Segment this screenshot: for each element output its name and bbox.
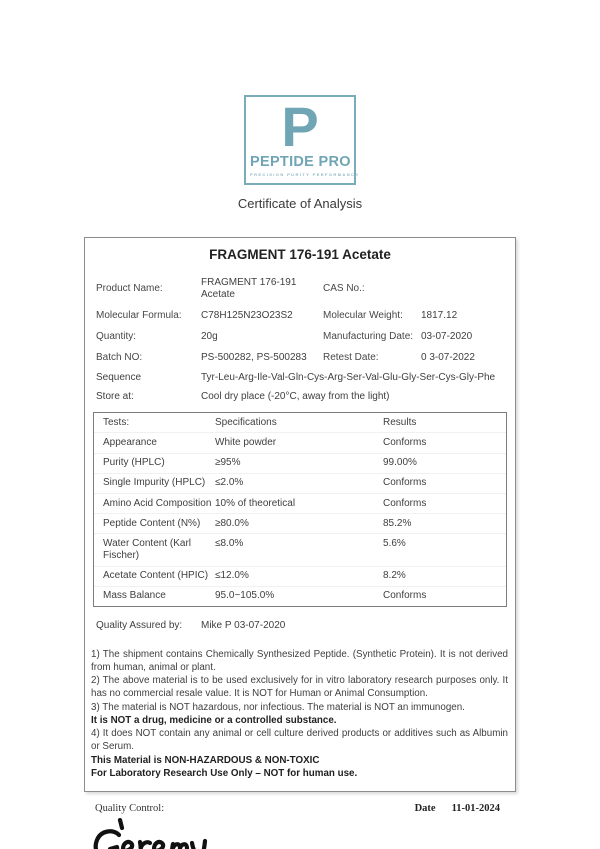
tests-table bbox=[93, 412, 507, 607]
table-row bbox=[94, 567, 506, 587]
test-name: Appearance bbox=[103, 436, 157, 448]
page-title: Certificate of Analysis bbox=[237, 196, 363, 212]
product-name-value: FRAGMENT 176-191 Acetate bbox=[201, 276, 297, 300]
sequence-value: Tyr-Leu-Arg-Ile-Val-Gln-Cys-Arg-Ser-Val-Glu-Gly-Ser-Cys-Gly-Phe bbox=[201, 371, 496, 383]
retest-date-value: 0 3-07-2022 bbox=[421, 351, 475, 363]
test-name: Amino Acid Composition bbox=[103, 497, 212, 509]
test-name: Water Content (Karl Fischer) bbox=[103, 537, 191, 561]
cas-label: CAS No.: bbox=[323, 282, 365, 294]
quantity-label: Quantity: bbox=[96, 330, 137, 342]
table-row bbox=[94, 587, 506, 606]
peptide-pro-logo bbox=[244, 95, 360, 185]
test-spec: ≤8.0% bbox=[215, 537, 244, 549]
test-name: Acetate Content (HPIC) bbox=[103, 570, 209, 582]
product-info-section bbox=[85, 269, 515, 406]
batch-value: PS-500282, PS-500283 bbox=[201, 351, 307, 363]
disclaimer-notes bbox=[85, 639, 515, 790]
date-group bbox=[415, 803, 500, 814]
footer-row bbox=[84, 803, 516, 814]
test-result: 5.6% bbox=[383, 537, 406, 549]
signature-area bbox=[84, 818, 516, 849]
note-2: 2) The above material is to be used exclusively for in vitro laboratory research purposes only. It has no commercial resale value. It is NOT for Human or Animal Consumption. bbox=[91, 675, 508, 700]
info-row-sequence bbox=[96, 368, 504, 387]
note-non-hazardous: This Material is NON-HAZARDOUS & NON-TOXIC bbox=[91, 754, 320, 766]
test-result: 8.2% bbox=[383, 570, 406, 582]
specifications-col-header: Specifications bbox=[215, 416, 277, 428]
note-3: 3) The material is NOT hazardous, nor infectious. The material is NOT an immunogen. bbox=[91, 701, 465, 713]
date-value: 11-01-2024 bbox=[451, 802, 500, 814]
product-title: FRAGMENT 176-191 Acetate bbox=[209, 247, 391, 263]
test-result: 99.00% bbox=[383, 457, 417, 469]
certificate-body bbox=[84, 237, 516, 792]
molecular-weight-value: 1817.12 bbox=[421, 309, 458, 321]
test-result: Conforms bbox=[383, 590, 427, 602]
test-name: Peptide Content (N%) bbox=[103, 517, 201, 529]
note-4: 4) It does NOT contain any animal or cell culture derived products or additives such as Albumin or Serum. bbox=[91, 728, 508, 753]
test-spec: ≥95% bbox=[215, 457, 241, 469]
info-row-quantity bbox=[96, 326, 504, 347]
quality-assured-label: Quality Assured by: bbox=[96, 619, 183, 631]
test-spec: ≤12.0% bbox=[215, 570, 249, 582]
test-name: Single Impurity (HPLC) bbox=[103, 477, 206, 489]
info-row-product-name bbox=[96, 272, 504, 305]
batch-label: Batch NO: bbox=[96, 351, 143, 363]
retest-date-label: Retest Date: bbox=[323, 351, 379, 363]
quality-assured-value: Mike P 03-07-2020 bbox=[201, 619, 286, 631]
product-name-label: Product Name: bbox=[96, 282, 163, 294]
logo-name: PEPTIDE PRO bbox=[250, 154, 351, 171]
test-spec: 95.0~105.0% bbox=[215, 590, 275, 602]
molecular-weight-label: Molecular Weight: bbox=[323, 309, 403, 321]
logo-tagline: PRECISION PURITY PERFORMANCE bbox=[250, 172, 360, 178]
table-row bbox=[94, 474, 506, 494]
quantity-value: 20g bbox=[201, 330, 218, 342]
test-spec: ≥80.0% bbox=[215, 517, 249, 529]
tests-col-header: Tests: bbox=[103, 416, 130, 428]
manufacturing-date-label: Manufacturing Date: bbox=[323, 330, 414, 342]
store-at-value: Cool dry place (-20°C, away from the light) bbox=[201, 390, 390, 402]
info-row-batch bbox=[96, 347, 504, 368]
manufacturing-date-value: 03-07-2020 bbox=[421, 330, 473, 342]
note-research-use-only: For Laboratory Research Use Only – NOT for human use. bbox=[91, 767, 358, 779]
table-row bbox=[94, 494, 506, 514]
test-result: Conforms bbox=[383, 497, 427, 509]
table-row bbox=[94, 534, 506, 566]
logo-letter: P bbox=[281, 95, 319, 158]
note-1: 1) The shipment contains Chemically Synthesized Peptide. (Synthetic Protein). It is not derived from human, animal or plant. bbox=[91, 648, 508, 674]
handwritten-signature bbox=[84, 818, 216, 849]
test-result: Conforms bbox=[383, 477, 427, 489]
test-spec: 10% of theoretical bbox=[215, 497, 296, 509]
info-row-store-at bbox=[96, 387, 504, 406]
test-spec: ≤2.0% bbox=[215, 477, 244, 489]
table-row bbox=[94, 514, 506, 534]
info-row-molecular-formula bbox=[96, 305, 504, 326]
test-spec: White powder bbox=[215, 436, 277, 448]
note-not-a-drug: It is NOT a drug, medicine or a controlled substance. bbox=[91, 714, 337, 726]
molecular-formula-value: C78H125N23O23S2 bbox=[201, 309, 293, 321]
tests-header-row bbox=[94, 413, 506, 433]
test-result: 85.2% bbox=[383, 517, 412, 529]
logo-container bbox=[0, 0, 600, 185]
test-name: Mass Balance bbox=[103, 590, 166, 602]
table-row bbox=[94, 433, 506, 453]
results-col-header: Results bbox=[383, 416, 417, 428]
test-result: Conforms bbox=[383, 436, 427, 448]
date-label: Date bbox=[414, 802, 436, 814]
table-row bbox=[94, 454, 506, 474]
sequence-label: Sequence bbox=[96, 371, 142, 383]
test-name: Purity (HPLC) bbox=[103, 457, 165, 469]
quality-control-label: Quality Control: bbox=[95, 802, 165, 814]
molecular-formula-label: Molecular Formula: bbox=[96, 309, 182, 321]
store-at-label: Store at: bbox=[96, 390, 134, 402]
quality-assured-row bbox=[85, 607, 515, 639]
